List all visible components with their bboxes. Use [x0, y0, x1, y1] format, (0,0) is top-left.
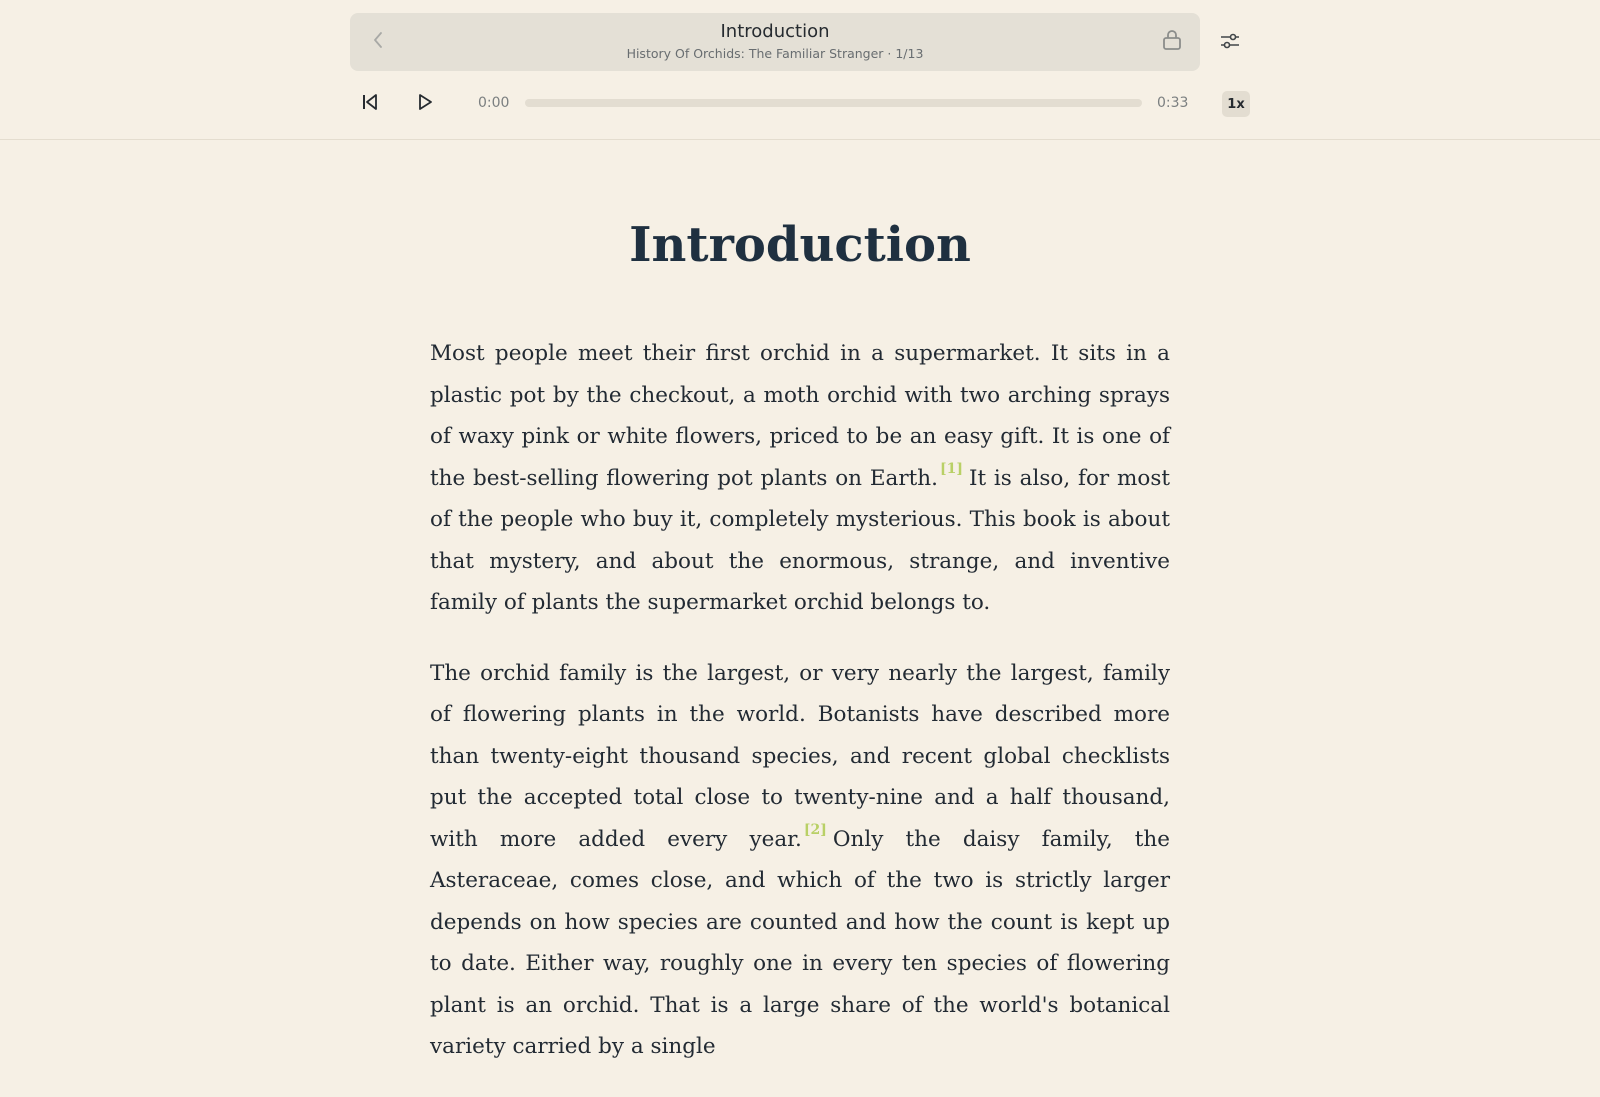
playback-speed-button[interactable]: 1x	[1222, 91, 1250, 117]
chapter-title-bar	[350, 13, 1200, 71]
chapter-heading: Introduction	[629, 217, 971, 273]
settings-button[interactable]	[1217, 30, 1243, 56]
progress-bar[interactable]	[525, 99, 1142, 107]
paragraph-text: Only the daisy family, the Asteraceae, comes close, and which of the two is strictly larger depends on how species are counted and how the count is kept up to date. Either way, roughly one in every ten species of flowering plant is an orchid. That is a large share of the world's botanical variety carried by a single	[430, 826, 1170, 1059]
previous-button[interactable]	[358, 92, 382, 116]
chapter-content	[430, 210, 1170, 1097]
paragraph-text: Most people meet their first orchid in a supermarket. It sits in a plastic pot by the checkout, a moth orchid with two arching sprays of waxy pink or white flowers, priced to be an easy gift. It is one of the best-selling flowering pot plants on Earth.	[430, 341, 1170, 491]
audio-player	[350, 88, 1250, 120]
reader-header	[0, 0, 1600, 140]
footnote-link[interactable]: [2]	[803, 821, 827, 838]
paragraph	[430, 653, 1170, 1068]
paragraph-text: The orchid family is the largest, or very nearly the largest, family of flowering plants in the world. Botanists have described more than twenty-eight thousand species, and recent global checklists put the accepted total close to twenty-nine and a half thousand, with more added every year.	[430, 660, 1170, 852]
sliders-icon	[1220, 32, 1240, 55]
play-button[interactable]	[413, 92, 437, 116]
current-time: 0:00	[478, 95, 510, 111]
lock-icon	[1162, 29, 1182, 56]
lock-button[interactable]	[1159, 29, 1185, 55]
skip-back-icon	[361, 93, 379, 116]
footnote-link[interactable]: [1]	[939, 460, 963, 477]
play-icon	[416, 93, 434, 116]
chapter-title-header: Introduction	[720, 21, 830, 42]
total-time: 0:33	[1157, 95, 1189, 111]
title-block	[350, 21, 1200, 62]
paragraph	[430, 333, 1170, 624]
paragraph-text: It is also, for most of the people who buy it, completely mysterious. This book is about that mystery, and about the enormous, strange, and inventive family of plants the supermarket orchid belongs to.	[430, 465, 1170, 615]
book-subtitle: History Of Orchids: The Familiar Stranger · 1/13	[626, 46, 924, 61]
